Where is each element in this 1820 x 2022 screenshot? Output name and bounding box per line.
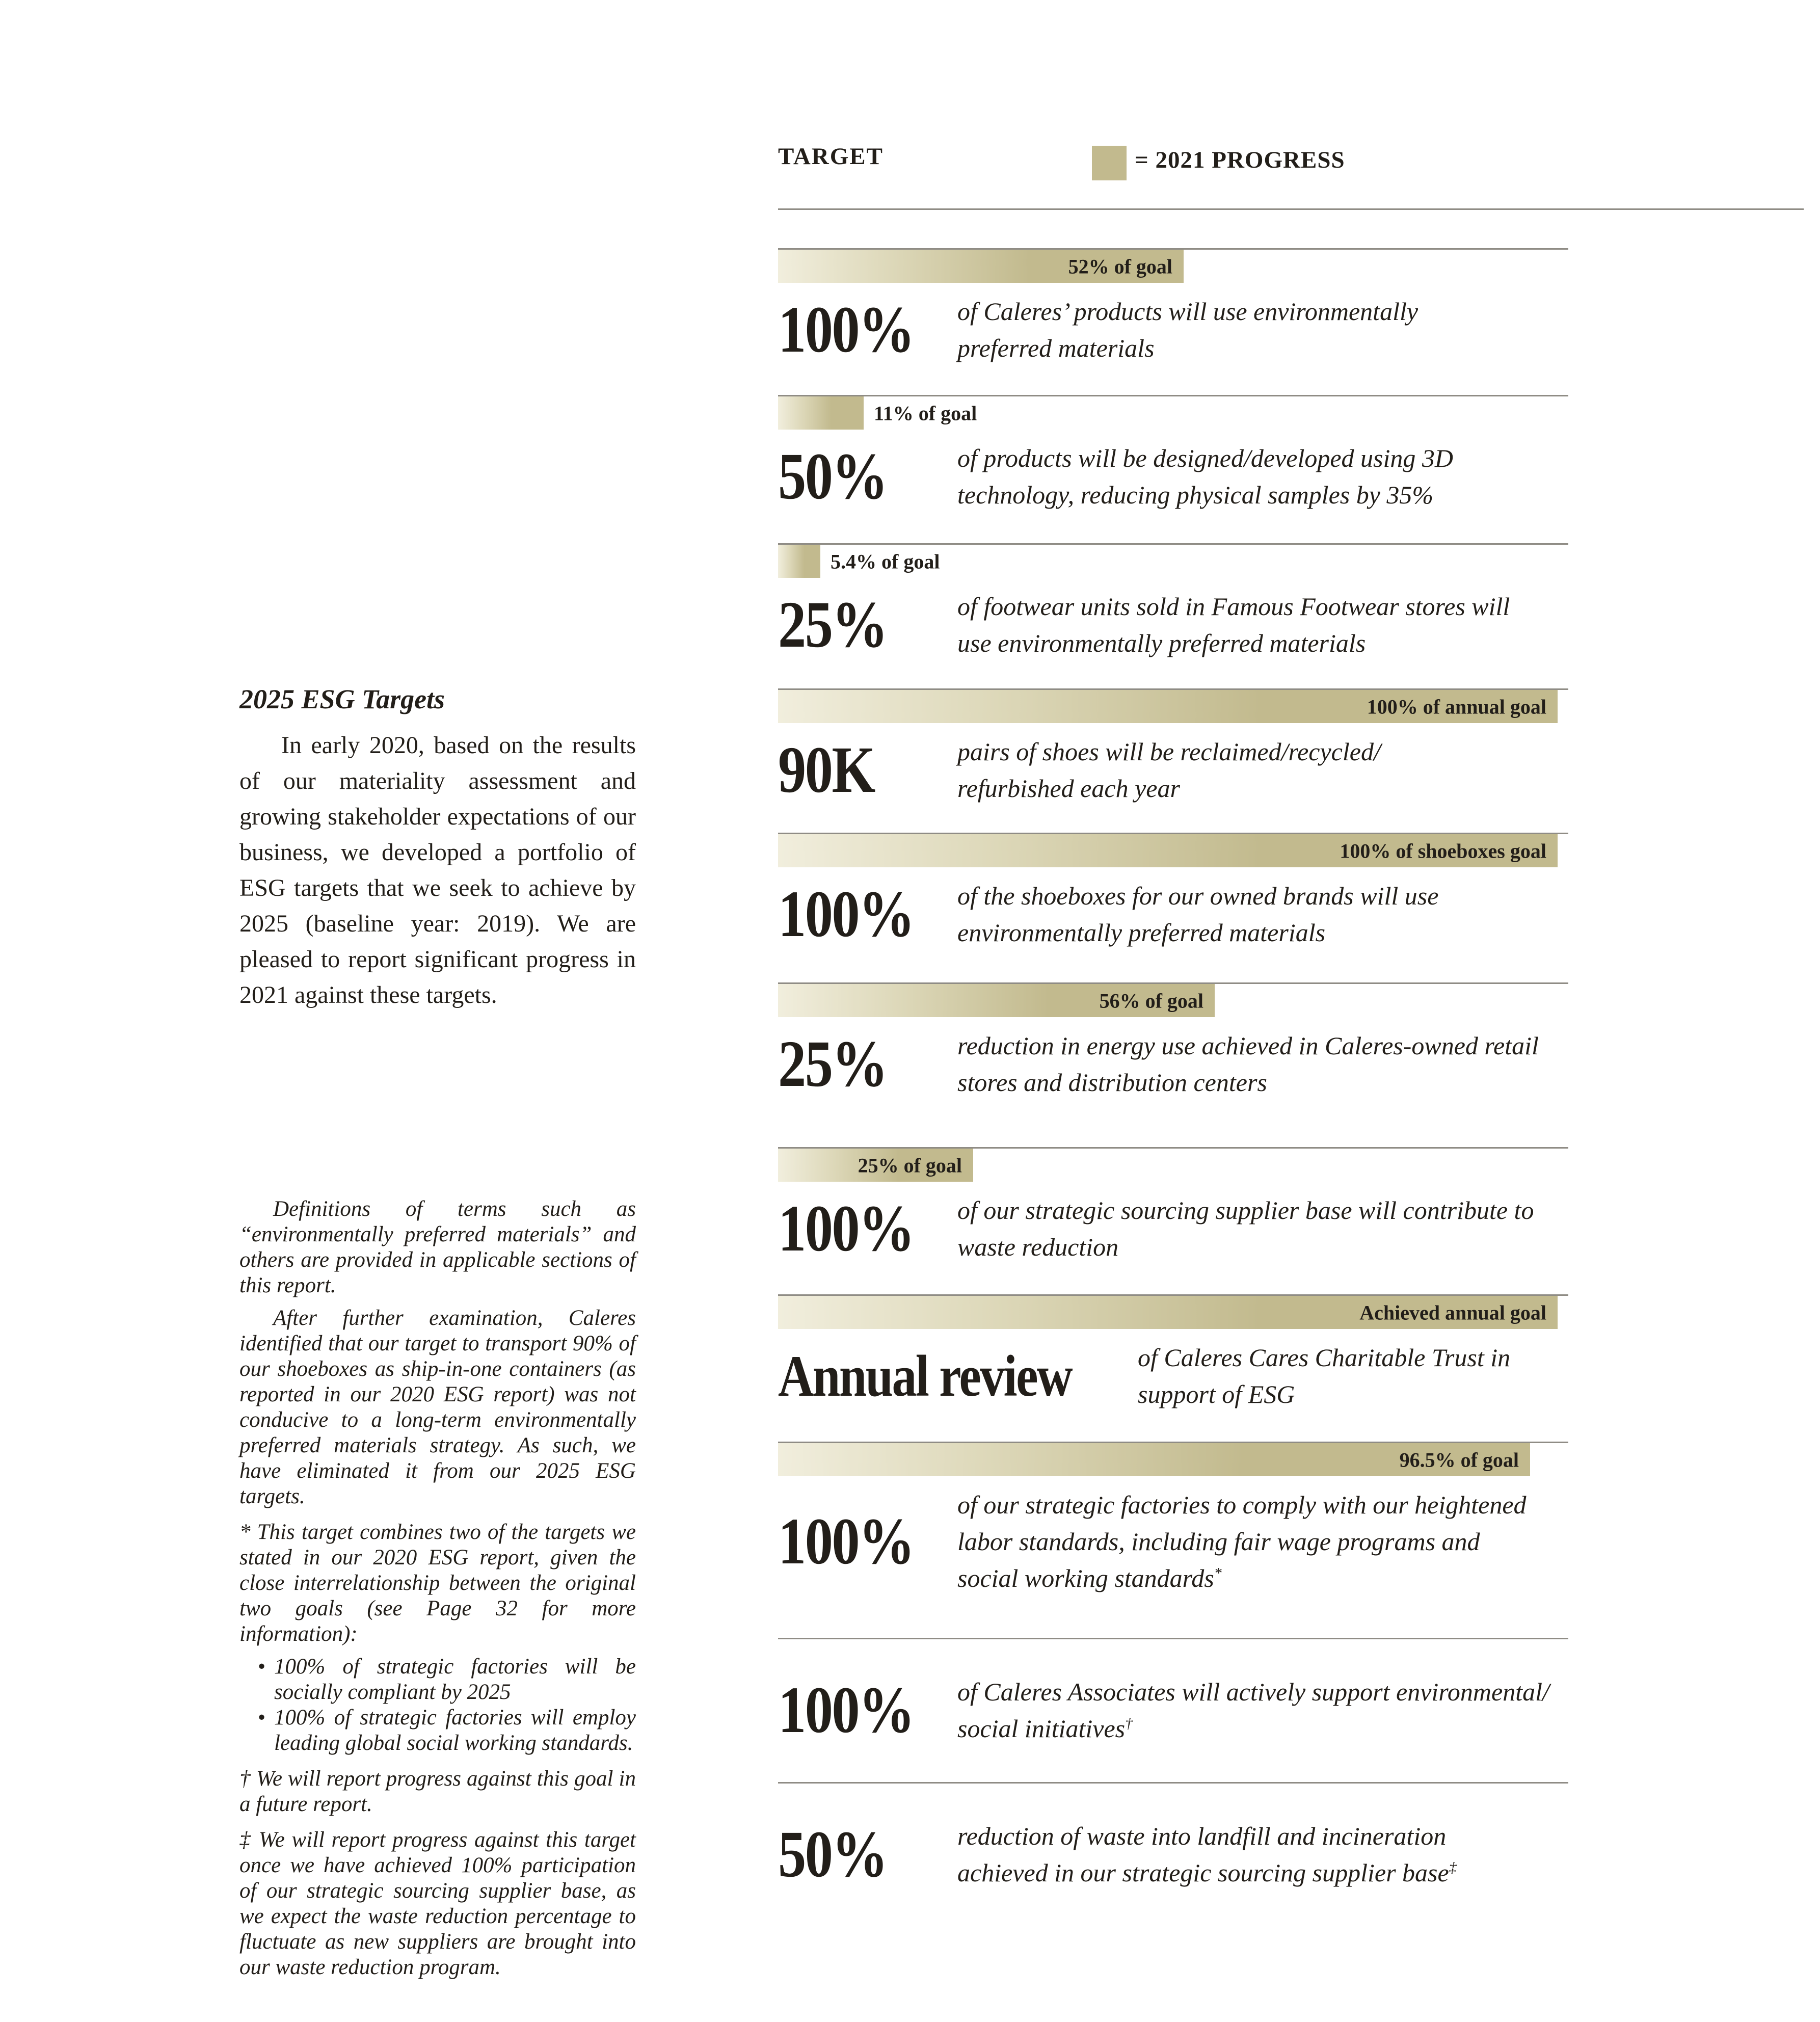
target-content	[778, 588, 1568, 661]
target-description: of Caleres Associates will actively support environmental/ social initiatives†	[957, 1678, 1549, 1743]
progress-bar-label: 96.5% of goal	[1399, 1448, 1519, 1471]
target-description: of products will be designed/developed using 3D technology, reducing physical samples by 35%	[957, 444, 1453, 509]
progress-bar-label: 100% of shoeboxes goal	[1340, 839, 1546, 862]
progress-bar	[778, 1296, 1558, 1329]
target-value: 50%	[778, 1818, 887, 1891]
target-description: of footwear units sold in Famous Footwear stores will use environmentally preferred materials	[957, 592, 1510, 657]
target-content	[778, 877, 1568, 951]
target-content	[778, 1192, 1568, 1265]
target-content	[778, 1486, 1568, 1597]
progress-bar-label: 56% of goal	[1099, 989, 1203, 1012]
progress-bar	[778, 984, 1215, 1017]
target-content	[778, 1027, 1568, 1101]
footnote-bullet: • 100% of strategic factories will be socially compliant by 2025	[239, 1654, 636, 1705]
section-heading: 2025 ESG Targets	[239, 684, 445, 714]
progress-bar-label: 52% of goal	[1068, 255, 1172, 278]
footnotes-block	[239, 1196, 636, 1987]
target-value: 100%	[778, 877, 914, 951]
target-description: of Caleres’ products will use environmentally preferred materials	[957, 297, 1418, 362]
footnote-reference-mark: ‡	[1449, 1859, 1457, 1876]
target-value: 50%	[778, 440, 887, 513]
section-rule	[778, 395, 1568, 396]
target-content	[778, 293, 1568, 366]
target-content	[778, 1818, 1568, 1891]
header-divider	[778, 208, 1804, 210]
footnote-reference-mark: †	[1125, 1715, 1133, 1732]
progress-bar-label: Achieved annual goal	[1359, 1301, 1546, 1324]
progress-bar	[778, 250, 1184, 283]
target-description: of Caleres Cares Charitable Trust in support of ESG	[1138, 1343, 1511, 1408]
target-value: 25%	[778, 588, 887, 661]
legend-label: = 2021 PROGRESS	[1135, 147, 1345, 173]
footnote: After further examination, Caleres identified that our target to transport 90% of our shoeboxes as ship-in-one containers (as reported in our 2020 ESG report) was not conducive to a long-term environmentally preferred materials strategy. As such, we have eliminated it from our 2025 ESG targets.	[239, 1306, 636, 1508]
progress-bar-label: 11% of goal	[874, 402, 977, 424]
section-rule	[778, 543, 1568, 545]
target-content	[778, 440, 1568, 513]
footnote: Definitions of terms such as “environmentally preferred materials” and others are provided in applicable sections of this report.	[239, 1197, 636, 1297]
section-rule	[778, 1638, 1568, 1639]
footnote: † We will report progress against this goal in a future report.	[239, 1767, 636, 1816]
progress-bar	[778, 1443, 1530, 1476]
progress-bar-label: 25% of goal	[858, 1154, 962, 1177]
target-value: 25%	[778, 1027, 887, 1101]
target-value: 100%	[778, 1673, 914, 1747]
intro-paragraph: In early 2020, based on the results of our materiality assessment and growing stakeholder expectations of our business, we developed a portfolio of ESG targets that we seek to achieve by 2025 (baseline year: 2019). We are pleased to report significant progress in 2021 against these targets.	[239, 732, 636, 1008]
target-value: 100%	[778, 1192, 914, 1265]
target-description: reduction in energy use achieved in Caleres-owned retail stores and distribution centers	[957, 1031, 1539, 1097]
footnote: ‡ We will report progress against this target once we have achieved 100% participation of our strategic sourcing supplier base, as we expect the waste reduction percentage to fluctuate as new suppliers are brought into our waste reduction program.	[239, 1828, 636, 1979]
progress-bar	[778, 1149, 973, 1182]
target-description: reduction of waste into landfill and incineration achieved in our strategic sourcing supplier base‡	[957, 1822, 1457, 1887]
footnote-bullet: • 100% of strategic factories will employ leading global social working standards.	[239, 1705, 636, 1756]
target-description: of our strategic factories to comply with our heightened labor standards, including fair wage programs and social working standards*	[957, 1491, 1527, 1592]
legend-progress-swatch	[1092, 146, 1127, 180]
progress-bar	[778, 396, 977, 430]
progress-bar	[778, 545, 940, 578]
target-description: of the shoeboxes for our owned brands will use environmentally preferred materials	[957, 882, 1439, 947]
section-rule	[778, 1782, 1568, 1784]
progress-bar	[778, 834, 1558, 867]
target-value: 100%	[778, 293, 914, 366]
progress-bar-label: 100% of annual goal	[1367, 695, 1546, 718]
target-description: pairs of shoes will be reclaimed/recycled/ refurbished each year	[957, 737, 1381, 803]
target-content	[778, 1673, 1568, 1747]
footnote-reference-mark: *	[1214, 1564, 1222, 1582]
target-value: Annual review	[778, 1343, 1072, 1408]
target-value: 100%	[778, 1505, 914, 1578]
target-content	[778, 1339, 1568, 1413]
target-value: 90K	[778, 733, 874, 807]
progress-bar	[778, 690, 1558, 723]
target-description: of our strategic sourcing supplier base will contribute to waste reduction	[957, 1196, 1534, 1261]
progress-bar-label: 5.4% of goal	[831, 550, 940, 573]
target-column-header: TARGET	[778, 143, 884, 170]
target-content	[778, 733, 1568, 807]
footnote: * This target combines two of the targets we stated in our 2020 ESG report, given the close interrelationship between the original two goals (see Page 32 for more information):	[239, 1520, 636, 1646]
